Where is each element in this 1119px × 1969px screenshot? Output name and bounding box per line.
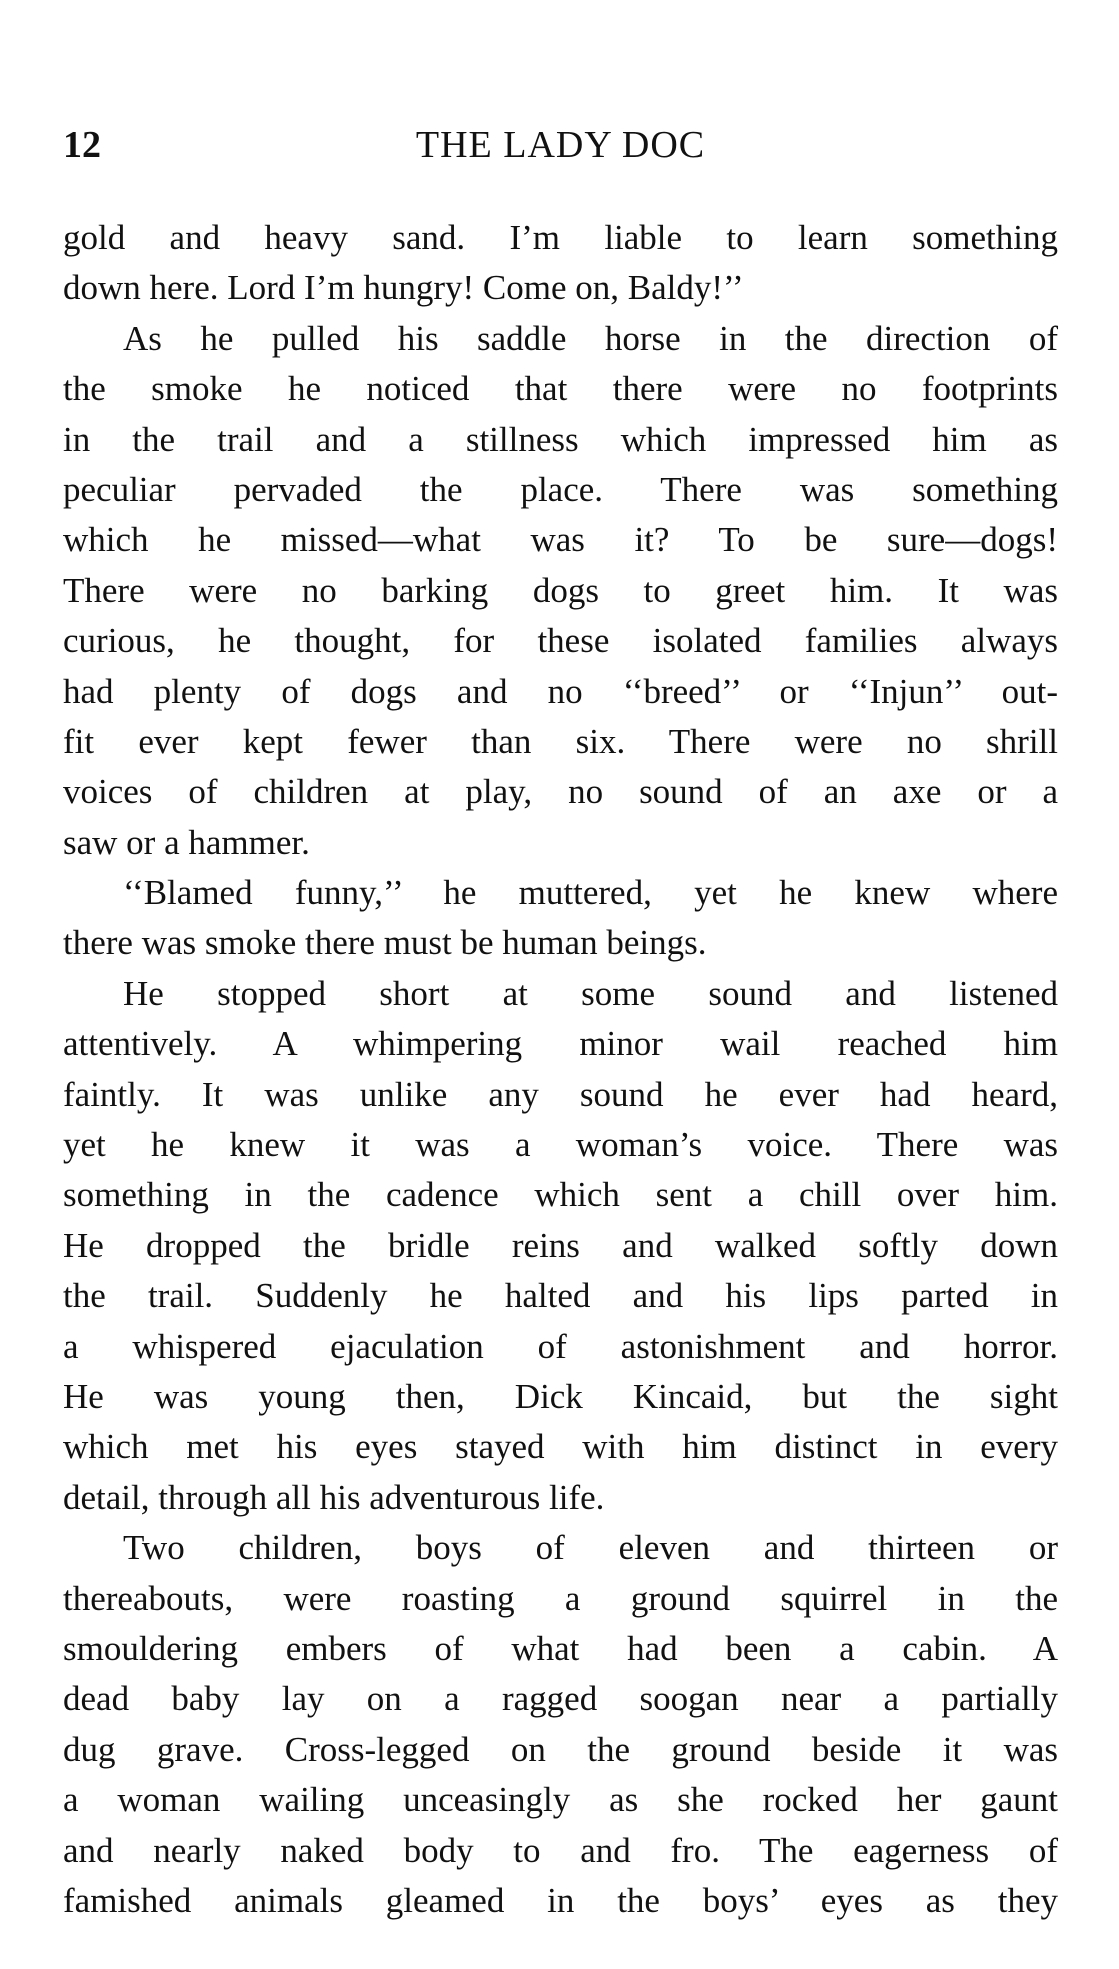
text-line: dead baby lay on a ragged soogan near a partially — [63, 1679, 1058, 1719]
text-line: which he missed—what was it? To be sure—dogs! — [63, 520, 1058, 560]
paragraph-first-line: ‘‘Blamed funny,’’ he muttered, yet he knew where — [123, 873, 1058, 913]
text-line: voices of children at play, no sound of an axe or a — [63, 772, 1058, 812]
text-line: peculiar pervaded the place. There was something — [63, 469, 1058, 509]
text-line: a whispered ejaculation of astonishment and horror. — [63, 1326, 1058, 1366]
text-line: a woman wailing unceasingly as she rocked her gaunt — [63, 1780, 1058, 1820]
text-line: detail, through all his adventurous life. — [63, 1477, 605, 1517]
body-text — [63, 213, 1058, 1926]
text-line: curious, he thought, for these isolated families always — [63, 621, 1058, 661]
page-number: 12 — [63, 124, 101, 166]
text-line: in the trail and a stillness which impressed him as — [63, 419, 1058, 459]
text-line: yet he knew it was a woman’s voice. There was — [63, 1125, 1058, 1165]
text-line: attentively. A whimpering minor wail reached him — [63, 1024, 1058, 1064]
text-line: the trail. Suddenly he halted and his lips parted in — [63, 1276, 1058, 1316]
paragraph-first-line: He stopped short at some sound and listened — [123, 973, 1058, 1013]
text-line: had plenty of dogs and no ‘‘breed’’ or ‘‘Injun’’ out- — [63, 671, 1058, 711]
paragraph-first-line: As he pulled his saddle horse in the direction of — [123, 318, 1058, 358]
text-line: fit ever kept fewer than six. There were no shrill — [63, 721, 1058, 761]
book-title: THE LADY DOC — [415, 124, 706, 166]
text-line: smouldering embers of what had been a cabin. A — [63, 1628, 1058, 1668]
text-line: there was smoke there must be human beings. — [63, 923, 707, 963]
text-line: which met his eyes stayed with him distinct in every — [63, 1427, 1058, 1467]
text-line: down here. Lord I’m hungry! Come on, Baldy!’’ — [63, 268, 744, 308]
text-line: and nearly naked body to and fro. The eagerness of — [63, 1830, 1058, 1870]
text-line: something in the cadence which sent a chill over him. — [63, 1175, 1058, 1215]
text-line: There were no barking dogs to greet him. It was — [63, 570, 1058, 610]
text-line: dug grave. Cross-legged on the ground beside it was — [63, 1729, 1058, 1769]
text-line: He dropped the bridle reins and walked softly down — [63, 1225, 1058, 1265]
text-line: famished animals gleamed in the boys’ eyes as they — [63, 1880, 1058, 1920]
text-line: gold and heavy sand. I’m liable to learn something — [63, 218, 1058, 257]
text-line: faintly. It was unlike any sound he ever had heard, — [63, 1074, 1058, 1114]
text-line: thereabouts, were roasting a ground squirrel in the — [63, 1578, 1058, 1618]
text-line: saw or a hammer. — [63, 822, 310, 862]
running-head — [63, 120, 1058, 170]
text-line: He was young then, Dick Kincaid, but the sight — [63, 1376, 1058, 1416]
text-line: the smoke he noticed that there were no footprints — [63, 369, 1058, 409]
paragraph-first-line: Two children, boys of eleven and thirteen or — [123, 1528, 1058, 1568]
